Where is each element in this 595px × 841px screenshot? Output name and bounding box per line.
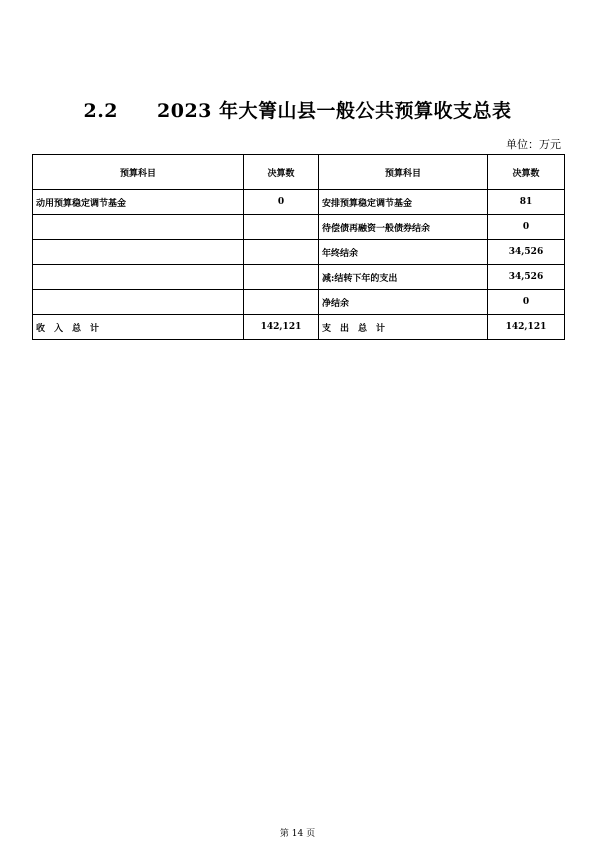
income-item [33, 265, 244, 290]
table-row [33, 265, 565, 290]
expense-item: 安排预算稳定调节基金 [319, 190, 488, 215]
expense-total-value: 142,121 [488, 315, 565, 340]
page-number: 第 14 页 [279, 829, 316, 839]
unit-label: 单位：万元 [506, 138, 561, 151]
income-value [244, 265, 319, 290]
expense-item: 净结余 [319, 290, 488, 315]
table-row [33, 190, 565, 215]
income-total-value: 142,121 [244, 315, 319, 340]
expense-value: 34,526 [488, 240, 565, 265]
income-item [33, 215, 244, 240]
header-expense-item: 预算科目 [319, 155, 488, 190]
expense-value: 0 [488, 215, 565, 240]
income-item: 动用预算稳定调节基金 [33, 190, 244, 215]
page-title: 2.2 2023 年大箐山县一般公共预算收支总表 [83, 100, 512, 122]
header-income-item: 预算科目 [33, 155, 244, 190]
expense-total-label: 支 出 总 计 [319, 315, 488, 340]
table-row [33, 215, 565, 240]
income-value [244, 215, 319, 240]
table-row [33, 240, 565, 265]
expense-value: 81 [488, 190, 565, 215]
header-expense-value: 决算数 [488, 155, 565, 190]
budget-summary-table [32, 154, 565, 340]
income-total-label: 收 入 总 计 [33, 315, 244, 340]
table-row [33, 290, 565, 315]
header-income-value: 决算数 [244, 155, 319, 190]
income-value: 0 [244, 190, 319, 215]
expense-value: 34,526 [488, 265, 565, 290]
income-value [244, 290, 319, 315]
expense-item: 年终结余 [319, 240, 488, 265]
expense-item: 减:结转下年的支出 [319, 265, 488, 290]
table-header-row [33, 155, 565, 190]
income-item [33, 290, 244, 315]
expense-value: 0 [488, 290, 565, 315]
income-value [244, 240, 319, 265]
expense-item: 待偿债再融资一般债券结余 [319, 215, 488, 240]
total-row [33, 315, 565, 340]
income-item [33, 240, 244, 265]
